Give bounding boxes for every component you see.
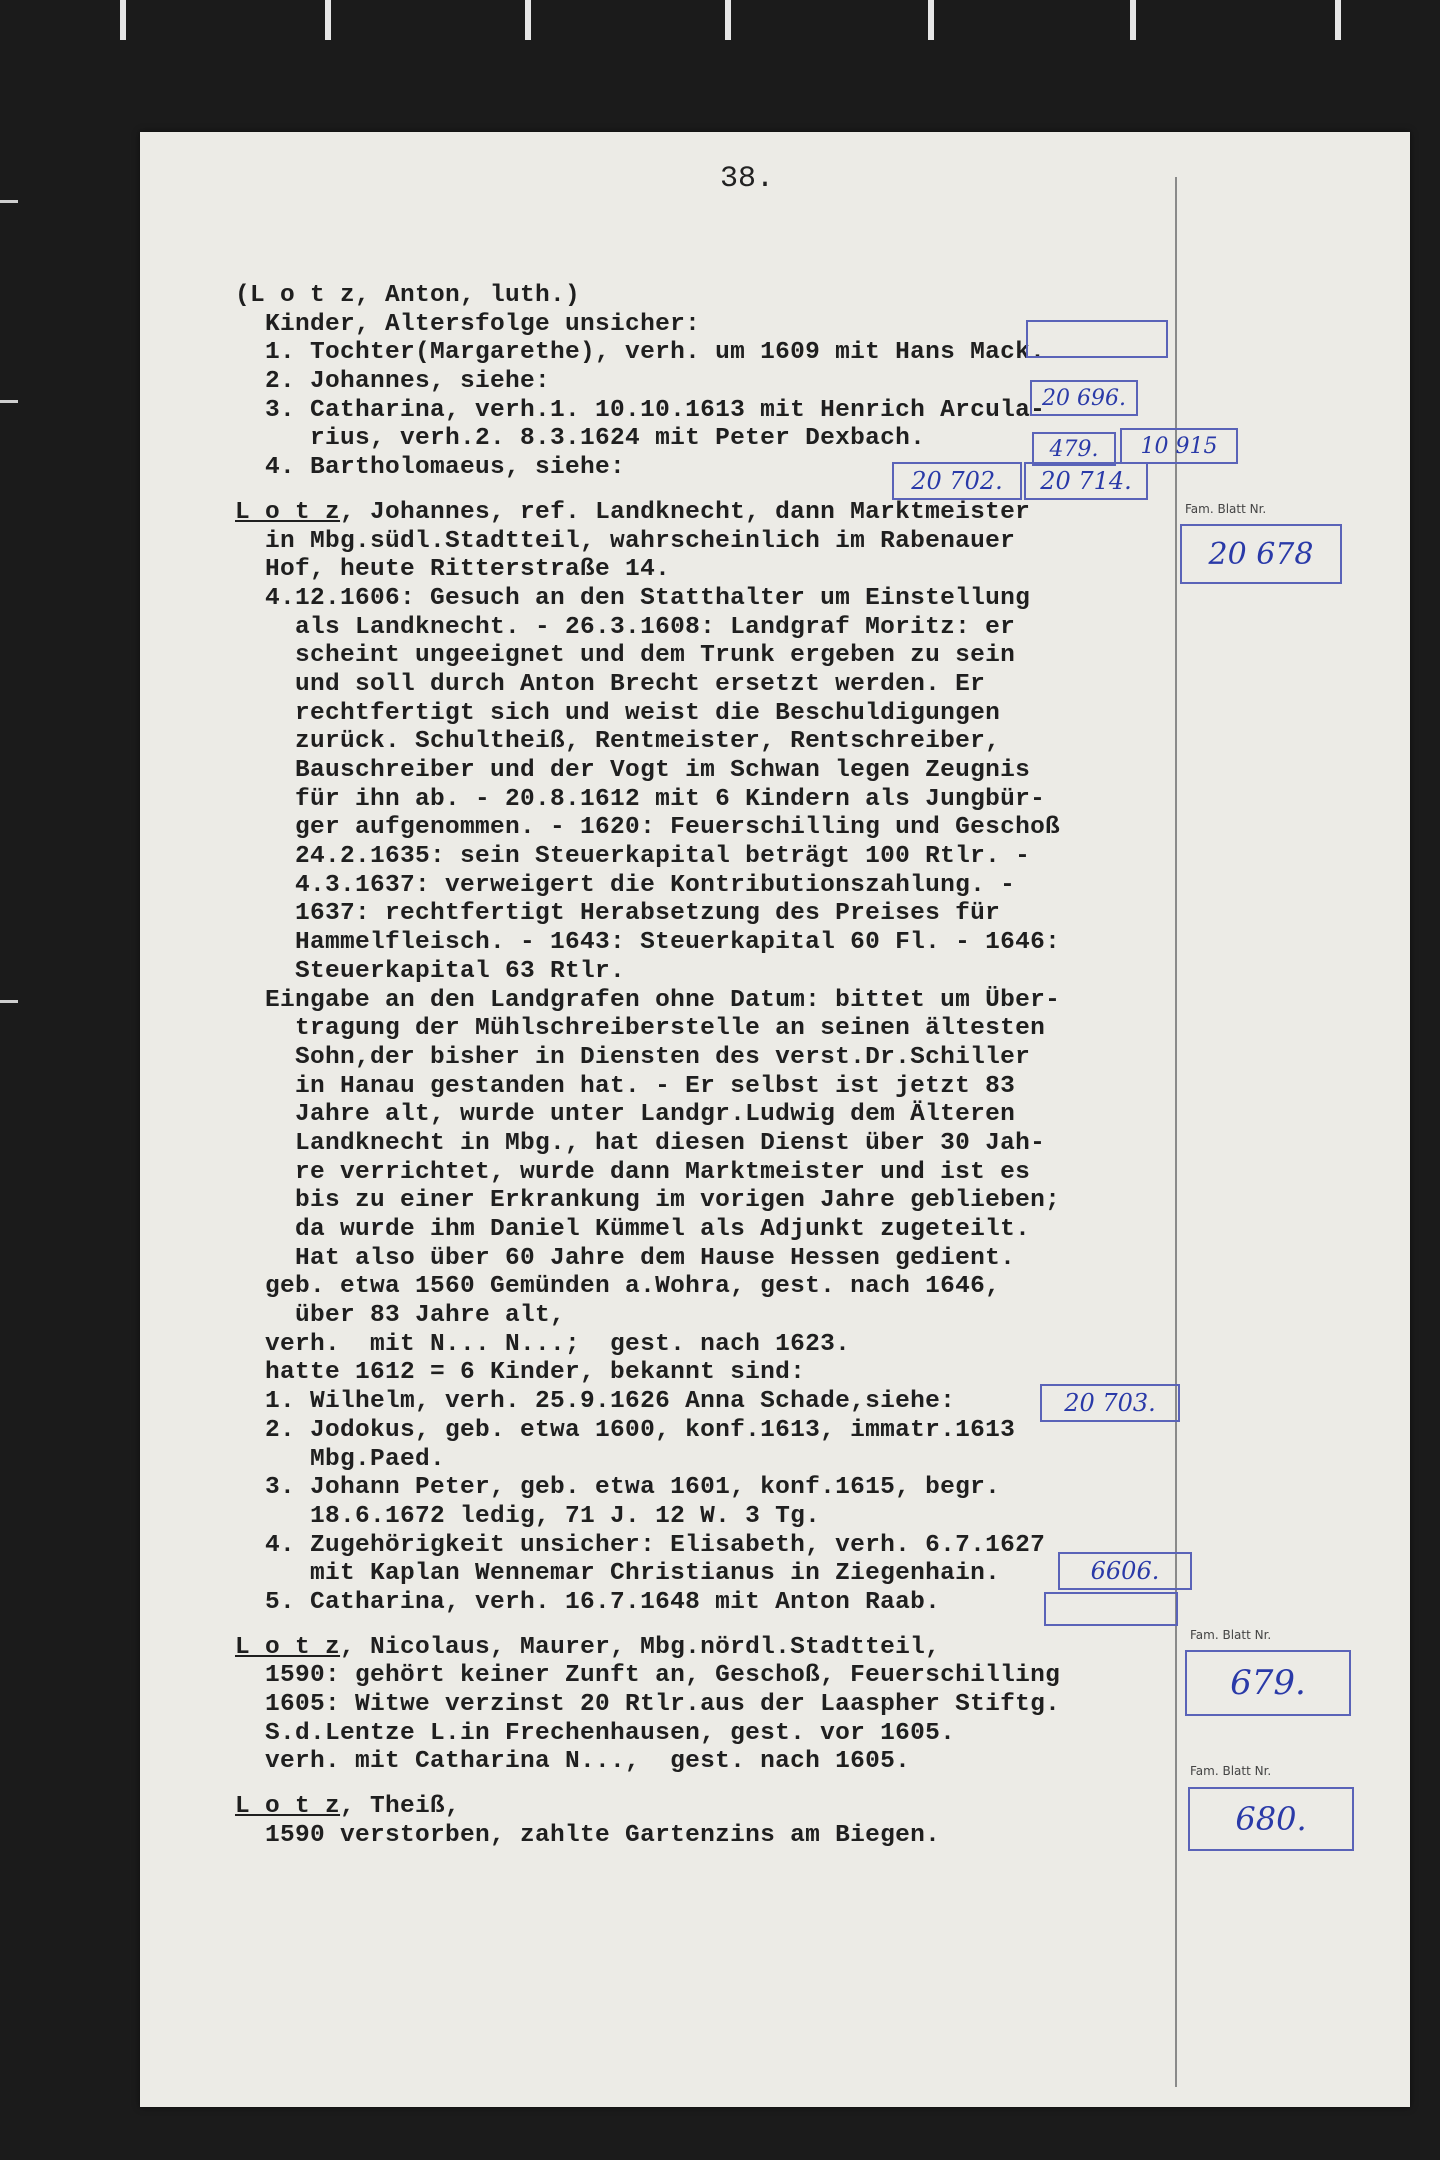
film-tick [120, 0, 126, 40]
fam-blatt-label: Fam. Blatt Nr. [1190, 1764, 1272, 1778]
stamp-box: 20 702. [892, 462, 1022, 500]
text-line: rechtfertigt sich und weist die Beschuldigungen [235, 699, 1001, 727]
film-tick [725, 0, 731, 40]
text-line: 1605: Witwe verzinst 20 Rtlr.aus der Laaspher Stiftg. [235, 1691, 1061, 1718]
text-line: bis zu einer Erkrankung im vorigen Jahre geblieben; [235, 1187, 1061, 1215]
text-line: 1637: rechtfertigt Herabsetzung des Preises für [235, 900, 1001, 928]
page-number: 38. [720, 162, 775, 196]
film-tick [928, 0, 934, 40]
text-line: zurück. Schultheiß, Rentmeister, Rentschreiber, [235, 728, 1001, 756]
text-line: 4. Zugehörigkeit unsicher: Elisabeth, verh. 6.7.1627 [235, 1531, 1046, 1559]
text-line: S.d.Lentze L.in Frechenhausen, gest. vor 1605. [235, 1719, 956, 1747]
text-line: mit Kaplan Wennemar Christianus in Ziegenhain. [235, 1560, 1001, 1588]
text-line: Jahre alt, wurde unter Landgr.Ludwig dem Älteren [235, 1101, 1016, 1129]
text-line: 4.3.1637: verweigert die Kontributionszahlung. - [235, 871, 1016, 899]
text-line: L o t z, Nicolaus, Maurer, Mbg.nördl.Stadtteil, [235, 1633, 941, 1661]
text-line: verh. mit Catharina N..., gest. nach 1605. [235, 1748, 911, 1776]
stamp-box: 20 714. [1024, 462, 1148, 500]
text-line: 2. Johannes, siehe: [235, 368, 551, 396]
surname-underlined: L o t z [235, 1793, 341, 1821]
film-side-mark [0, 200, 18, 203]
text-line: Hof, heute Ritterstraße 14. [235, 556, 671, 584]
document-page [140, 132, 1410, 2107]
text-line: scheint ungeeignet und dem Trunk ergeben zu sein [235, 642, 1016, 670]
text-line: 5. Catharina, verh. 16.7.1648 mit Anton Raab. [235, 1588, 941, 1616]
text-line: als Landknecht. - 26.3.1608: Landgraf Moritz: er [235, 613, 1016, 641]
stamp-box: 20 696. [1030, 380, 1138, 416]
text-line: Hammelfleisch. - 1643: Steuerkapital 60 Fl. - 1646: [235, 929, 1061, 957]
text-line: über 83 Jahre alt, [235, 1302, 566, 1330]
text-line: für ihn ab. - 20.8.1612 mit 6 Kindern als Jungbür- [235, 785, 1046, 813]
film-tick [1335, 0, 1341, 40]
text-line: tragung der Mühlschreiberstelle an seinen ältesten [235, 1015, 1046, 1043]
text-line: geb. etwa 1560 Gemünden a.Wohra, gest. nach 1646, [235, 1273, 1001, 1301]
text-line: hatte 1612 = 6 Kinder, bekannt sind: [235, 1359, 806, 1387]
text-line: Kinder, Altersfolge unsicher: [235, 310, 701, 338]
text-line: 1. Tochter(Margarethe), verh. um 1609 mit Hans Mack. [235, 339, 1046, 367]
fam-blatt-label: Fam. Blatt Nr. [1185, 502, 1267, 516]
text-line: re verrichtet, wurde dann Marktmeister und ist es [235, 1158, 1031, 1186]
text-line: 4. Bartholomaeus, siehe: [235, 454, 626, 482]
text-line: Hat also über 60 Jahre dem Hause Hessen gedient. [235, 1244, 1016, 1272]
text-line: in Mbg.südl.Stadtteil, wahrscheinlich im Rabenauer [235, 527, 1016, 555]
text-line: 1590 verstorben, zahlte Gartenzins am Biegen. [235, 1821, 941, 1849]
text-line: L o t z, Johannes, ref. Landknecht, dann Marktmeister [235, 498, 1031, 526]
fam-blatt-stamp: 20 678 [1180, 524, 1342, 584]
fam-blatt-stamp: 679. [1185, 1650, 1351, 1716]
text-line: 18.6.1672 ledig, 71 J. 12 W. 3 Tg. [235, 1502, 821, 1530]
film-side-mark [0, 1000, 18, 1003]
text-line: Steuerkapital 63 Rtlr. [235, 957, 626, 985]
paragraph-gap [235, 1777, 1315, 1793]
text-line: Landknecht in Mbg., hat diesen Dienst über 30 Jah- [235, 1129, 1046, 1157]
text-line: 3. Johann Peter, geb. etwa 1601, konf.1615, begr. [235, 1474, 1001, 1502]
film-tick [1130, 0, 1136, 40]
fam-blatt-stamp: 680. [1188, 1787, 1354, 1851]
text-line: 24.2.1635: sein Steuerkapital beträgt 100 Rtlr. - [235, 843, 1031, 871]
surname-underlined: L o t z [235, 498, 341, 526]
text-line: (L o t z, Anton, luth.) [235, 282, 581, 309]
text-line: Eingabe an den Landgrafen ohne Datum: bittet um Über- [235, 986, 1061, 1014]
surname-underlined: L o t z [235, 1633, 341, 1661]
stamp-box: 6606. [1058, 1552, 1192, 1590]
stamp-box: 10 915 [1120, 428, 1238, 464]
text-line: und soll durch Anton Brecht ersetzt werden. Er [235, 670, 986, 698]
stamp-box: 20 703. [1040, 1384, 1180, 1422]
text-line: 4.12.1606: Gesuch an den Statthalter um Einstellung [235, 584, 1031, 612]
text-line: Bauschreiber und der Vogt im Schwan legen Zeugnis [235, 757, 1031, 784]
text-line: da wurde ihm Daniel Kümmel als Adjunkt zugeteilt. [235, 1216, 1031, 1243]
paragraph-gap [235, 483, 1315, 499]
text-line: 1. Wilhelm, verh. 25.9.1626 Anna Schade,siehe: [235, 1388, 956, 1416]
film-tick [325, 0, 331, 40]
text-line: 2. Jodokus, geb. etwa 1600, konf.1613, immatr.1613 [235, 1416, 1016, 1444]
text-line: Mbg.Paed. [235, 1445, 446, 1473]
text-line: verh. mit N... N...; gest. nach 1623. [235, 1330, 851, 1358]
text-line: Sohn,der bisher in Diensten des verst.Dr.Schiller [235, 1043, 1031, 1071]
fam-blatt-label: Fam. Blatt Nr. [1190, 1628, 1272, 1642]
text-line: ger aufgenommen. - 1620: Feuerschilling und Geschoß [235, 814, 1061, 842]
film-tick [525, 0, 531, 40]
text-line: 1590: gehört keiner Zunft an, Geschoß, Feuerschilling [235, 1662, 1061, 1690]
film-side-mark [0, 400, 18, 403]
stamp-box-empty [1026, 320, 1168, 358]
text-line: rius, verh.2. 8.3.1624 mit Peter Dexbach. [235, 425, 926, 453]
stamp-box: 479. [1032, 432, 1116, 466]
text-line: 3. Catharina, verh.1. 10.10.1613 mit Henrich Arcula- [235, 396, 1046, 424]
stamp-box-empty [1044, 1592, 1178, 1626]
text-line: L o t z, Theiß, [235, 1793, 461, 1821]
text-line: in Hanau gestanden hat. - Er selbst ist jetzt 83 [235, 1072, 1016, 1100]
